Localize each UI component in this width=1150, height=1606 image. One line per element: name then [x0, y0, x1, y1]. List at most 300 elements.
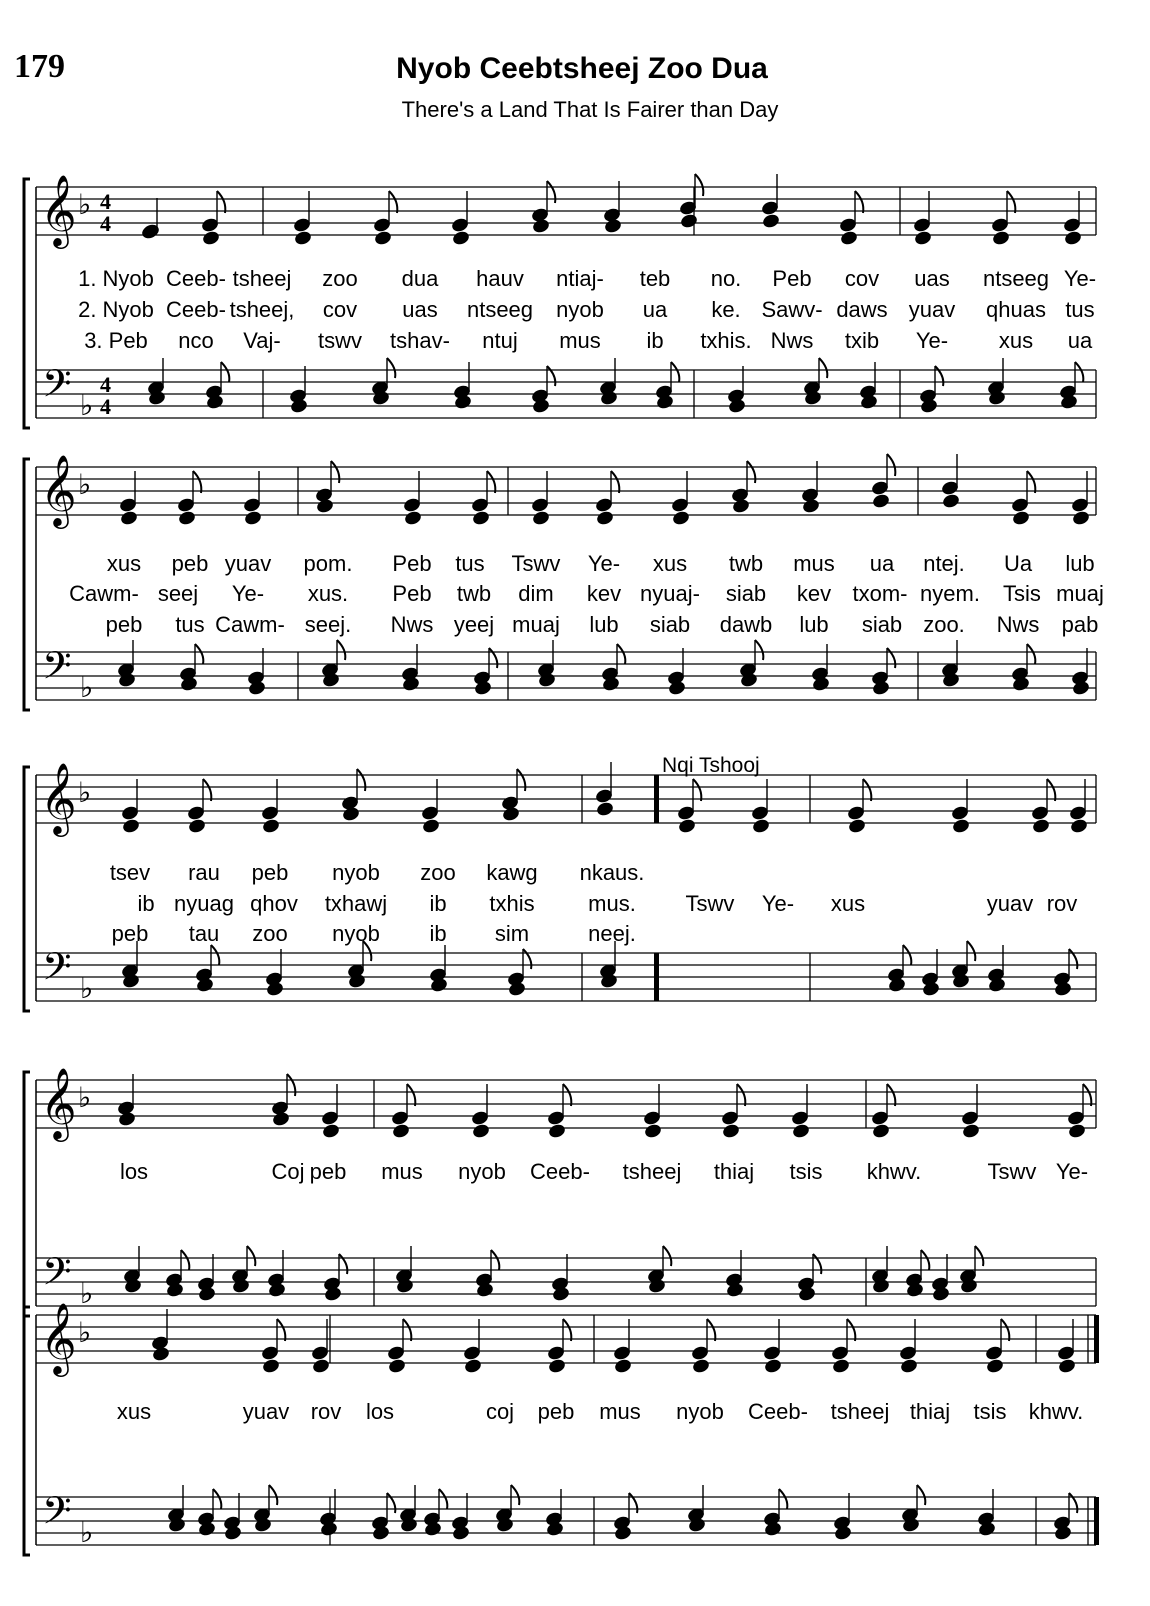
- lyric-syllable: kawg: [486, 860, 538, 885]
- lyric-syllable: 1. Nyob: [78, 266, 154, 291]
- lyric-syllable: tshav-: [390, 328, 450, 353]
- note-flag: [887, 454, 895, 476]
- note-head: [322, 1124, 339, 1139]
- lyric-syllable: ib: [429, 891, 447, 916]
- lyric-syllable: uas: [402, 297, 438, 322]
- lyric-syllable: nyob: [556, 297, 604, 322]
- note-head: [451, 218, 468, 233]
- lyric-syllable: zoo: [252, 921, 288, 946]
- lyric-syllable: Coj: [271, 1159, 305, 1184]
- note-head: [840, 231, 857, 246]
- note-head: [1069, 806, 1086, 821]
- lyric-syllable: peb: [309, 1159, 347, 1184]
- note-head: [403, 498, 420, 513]
- lyric-syllable: peb: [105, 612, 143, 637]
- lyric-syllable: txhis.: [700, 328, 752, 353]
- note-head: [1011, 498, 1028, 513]
- bass-flat-icon: ♭: [80, 1277, 94, 1310]
- note-flag: [357, 769, 365, 791]
- note-head: [751, 806, 768, 821]
- note-head: [1032, 819, 1049, 834]
- system-bracket: [24, 1072, 30, 1316]
- note-flag: [287, 1074, 295, 1096]
- note-head: [262, 819, 279, 834]
- lyric-syllable: twb: [728, 551, 764, 576]
- lyric-syllable: los: [365, 1399, 395, 1424]
- note-flag: [511, 1485, 519, 1505]
- lyric-syllable: Ye-: [1055, 1159, 1089, 1184]
- lyric-syllable: ntiaj-: [556, 266, 604, 291]
- note-head: [792, 1124, 809, 1139]
- time-signature-digit: 4: [100, 189, 111, 214]
- note-flag: [813, 1254, 821, 1274]
- note-head: [118, 1112, 135, 1127]
- note-flag: [847, 1319, 855, 1341]
- time-signature-digit: 4: [100, 394, 111, 419]
- lyric-syllable: Vaj-: [243, 328, 281, 353]
- note-head: [1064, 231, 1081, 246]
- lyric-syllable: txom-: [852, 581, 908, 606]
- note-head: [595, 498, 612, 513]
- note-head: [388, 1359, 405, 1374]
- lyric-syllable: twb: [456, 581, 492, 606]
- final-barline-thick: [1094, 1315, 1099, 1363]
- note-head: [1072, 511, 1089, 526]
- note-head: [464, 1359, 481, 1374]
- lyric-syllable: tsheej: [830, 1399, 890, 1424]
- lyric-syllable: ntseeg: [982, 266, 1050, 291]
- note-head: [373, 218, 390, 233]
- note-flag: [779, 1489, 787, 1509]
- note-flag: [663, 1246, 671, 1266]
- lyric-syllable: txhis: [489, 891, 535, 916]
- lyric-syllable: tsheej: [622, 1159, 682, 1184]
- treble-flat-icon: ♭: [78, 1316, 92, 1349]
- lyric-syllable: Ceeb-: [166, 297, 226, 322]
- note-flag: [1027, 471, 1035, 493]
- final-barline-thick: [1094, 1497, 1099, 1545]
- note-flag: [563, 1084, 571, 1106]
- lyric-syllable: nyuag: [174, 891, 234, 916]
- note-head: [992, 231, 1009, 246]
- lyric-syllable: peb: [537, 1399, 575, 1424]
- lyric-syllable: tus: [455, 551, 485, 576]
- note-head: [1058, 1359, 1075, 1374]
- note-head: [643, 1111, 660, 1126]
- note-flag: [491, 1250, 499, 1270]
- lyric-syllable: ntuj: [482, 328, 518, 353]
- time-signature-digit: 4: [100, 211, 111, 236]
- note-flag: [1007, 191, 1015, 213]
- note-head: [832, 1359, 849, 1374]
- lyric-syllable: mus.: [588, 891, 636, 916]
- lyric-syllable: ua: [642, 297, 668, 322]
- note-flag: [517, 769, 525, 791]
- lyric-syllable: ke.: [711, 297, 741, 322]
- lyric-syllable: muaj: [1056, 581, 1104, 606]
- refrain-barline: [654, 775, 659, 823]
- note-head: [261, 806, 278, 821]
- lyric-syllable: tus: [1065, 297, 1095, 322]
- note-head: [152, 1347, 169, 1362]
- lyric-syllable: lub: [1065, 551, 1095, 576]
- lyric-syllable: Ceeb-: [748, 1399, 808, 1424]
- note-head: [764, 1359, 781, 1374]
- lyric-syllable: Sawv-: [761, 297, 823, 322]
- lyric-syllable: tsis: [973, 1399, 1007, 1424]
- note-head: [201, 218, 218, 233]
- system-bracket: [24, 179, 30, 428]
- lyric-syllable: rov: [1046, 891, 1078, 916]
- lyric-syllable: Tswv: [987, 1159, 1037, 1184]
- lyric-syllable: khwv.: [866, 1159, 922, 1184]
- lyric-syllable: sim: [494, 921, 530, 946]
- bass-flat-icon: ♭: [80, 671, 94, 704]
- note-head: [872, 1124, 889, 1139]
- lyric-syllable: mus: [559, 328, 601, 353]
- lyric-syllable: txib: [844, 328, 880, 353]
- note-head: [991, 218, 1008, 233]
- note-head: [532, 511, 549, 526]
- note-head: [596, 511, 613, 526]
- bass-clef-icon: 𝄢: [42, 1488, 72, 1542]
- system-4: [24, 1066, 1096, 1316]
- lyric-syllable: qhuas: [986, 297, 1046, 322]
- note-head: [119, 498, 136, 513]
- bass-flat-icon: ♭: [80, 972, 94, 1005]
- lyric-syllable: ua: [869, 551, 895, 576]
- note-head: [391, 1111, 408, 1126]
- note-flag: [221, 362, 229, 382]
- note-head: [1067, 1111, 1084, 1126]
- note-flag: [975, 1246, 983, 1266]
- note-head: [848, 819, 865, 834]
- lyric-syllable: ib: [646, 328, 664, 353]
- note-flag: [863, 779, 871, 801]
- lyric-syllable: zoo: [420, 860, 456, 885]
- note-head: [721, 1111, 738, 1126]
- note-flag: [1083, 1084, 1091, 1106]
- lyric-syllable: yuav: [242, 1399, 290, 1424]
- note-head: [244, 511, 261, 526]
- note-head: [614, 1359, 631, 1374]
- note-flag: [563, 1319, 571, 1341]
- note-head: [1031, 806, 1048, 821]
- note-head: [531, 498, 548, 513]
- note-head: [604, 219, 621, 234]
- note-head: [644, 1124, 661, 1139]
- lyric-syllable: Ye-: [1063, 266, 1097, 291]
- note-flag: [523, 949, 531, 969]
- lyric-syllable: xus.: [307, 581, 349, 606]
- lyric-syllable: teb: [639, 266, 671, 291]
- lyric-syllable: peb: [111, 921, 149, 946]
- lyric-syllable: Tswv: [685, 891, 735, 916]
- note-head: [1057, 1346, 1074, 1361]
- note-head: [294, 231, 311, 246]
- note-flag: [277, 1319, 285, 1341]
- note-flag: [489, 648, 497, 668]
- note-head: [121, 806, 138, 821]
- note-flag: [213, 1489, 221, 1509]
- hymn-number: 179: [14, 48, 65, 85]
- lyric-syllable: Cawm-: [215, 612, 285, 637]
- lyric-syllable: Peb: [392, 581, 432, 606]
- note-head: [471, 1111, 488, 1126]
- note-head: [463, 1346, 480, 1361]
- lyric-syllable: yeej: [453, 612, 495, 637]
- treble-flat-icon: ♭: [78, 1081, 92, 1114]
- lyric-syllable: pom.: [303, 551, 353, 576]
- lyric-syllable: lub: [799, 612, 829, 637]
- note-flag: [547, 181, 555, 203]
- note-flag: [695, 174, 703, 196]
- note-head: [404, 511, 421, 526]
- note-head: [671, 498, 688, 513]
- lyric-syllable: Ye-: [915, 328, 949, 353]
- system-2: [24, 453, 1104, 710]
- note-head: [1068, 1124, 1085, 1139]
- lyric-syllable: xus: [652, 551, 688, 576]
- lyric-syllable: ua: [1067, 328, 1093, 353]
- note-flag: [331, 461, 339, 483]
- lyric-syllable: ib: [429, 921, 447, 946]
- refrain-barline: [654, 953, 659, 1001]
- lyric-syllable: khwv.: [1028, 1399, 1084, 1424]
- lyric-syllable: nyob: [458, 1159, 506, 1184]
- note-head: [831, 1346, 848, 1361]
- note-head: [548, 1359, 565, 1374]
- bass-flat-icon: ♭: [80, 389, 94, 422]
- note-flag: [887, 1084, 895, 1106]
- note-head: [951, 806, 968, 821]
- note-flag: [693, 779, 701, 801]
- note-head: [321, 1111, 338, 1126]
- note-head: [548, 1124, 565, 1139]
- lyric-syllable: mus: [381, 1159, 423, 1184]
- lyric-syllable: yuav: [224, 551, 272, 576]
- note-flag: [389, 191, 397, 213]
- note-head: [763, 1346, 780, 1361]
- lyric-syllable: tau: [188, 921, 220, 946]
- lyric-syllable: dawb: [719, 612, 773, 637]
- note-head: [472, 511, 489, 526]
- lyric-syllable: dim: [518, 581, 554, 606]
- note-head: [692, 1359, 709, 1374]
- treble-flat-icon: ♭: [78, 188, 92, 221]
- note-flag: [1027, 644, 1035, 664]
- note-head: [532, 219, 549, 234]
- lyric-syllable: nyob: [676, 1399, 724, 1424]
- note-head: [120, 511, 137, 526]
- note-flag: [707, 1319, 715, 1341]
- treble-clef-icon: 𝄞: [40, 173, 77, 246]
- lyric-syllable: seej: [157, 581, 199, 606]
- note-head: [311, 1346, 328, 1361]
- lyric-syllable: xus: [116, 1399, 152, 1424]
- note-head: [1071, 498, 1088, 513]
- note-head: [952, 819, 969, 834]
- lyric-syllable: cov: [322, 297, 358, 322]
- lyric-syllable: 3. Peb: [84, 328, 148, 353]
- lyric-syllable: pab: [1061, 612, 1099, 637]
- lyric-syllable: tswv: [318, 328, 362, 353]
- lyric-syllable: kev: [796, 581, 832, 606]
- note-head: [261, 1346, 278, 1361]
- lyric-syllable: tus: [175, 612, 205, 637]
- lyric-syllable: yuav: [908, 297, 956, 322]
- note-flag: [403, 1319, 411, 1341]
- note-head: [985, 1346, 1002, 1361]
- refrain-label: Nqi Tshooj: [662, 754, 760, 777]
- lyric-syllable: ntseeg: [466, 297, 534, 322]
- lyric-syllable: Ye-: [231, 581, 265, 606]
- note-head: [596, 802, 613, 817]
- system-bracket: [24, 767, 30, 1011]
- system-bracket: [24, 459, 30, 710]
- note-head: [374, 231, 391, 246]
- note-head: [613, 1346, 630, 1361]
- lyric-syllable: xus: [830, 891, 866, 916]
- lyric-syllable: tsheej,: [229, 297, 295, 322]
- lyric-syllable: lub: [589, 612, 619, 637]
- note-flag: [1075, 362, 1083, 382]
- lyric-syllable: zoo: [322, 266, 358, 291]
- lyric-syllable: Tsis: [1003, 581, 1041, 606]
- system-5: [24, 1301, 1099, 1555]
- note-head: [839, 218, 856, 233]
- lyric-syllable: tsheej: [232, 266, 292, 291]
- note-flag: [217, 191, 225, 213]
- note-head: [722, 1124, 739, 1139]
- lyric-syllable: nyuaj-: [640, 581, 700, 606]
- note-head: [761, 201, 778, 216]
- note-head: [188, 819, 205, 834]
- treble-clef-icon: 𝄞: [40, 1301, 77, 1374]
- note-head: [316, 499, 333, 514]
- note-flag: [921, 1250, 929, 1270]
- note-flag: [855, 191, 863, 213]
- note-head: [502, 807, 519, 822]
- lyric-syllable: nyob: [332, 860, 380, 885]
- note-flag: [935, 366, 943, 386]
- lyric-syllable: los: [119, 1159, 149, 1184]
- lyric-syllable: kev: [586, 581, 622, 606]
- treble-clef-icon: 𝄞: [40, 1066, 77, 1139]
- lyric-syllable: Ceeb-: [166, 266, 226, 291]
- lyric-syllable: ntej.: [923, 551, 965, 576]
- note-head: [272, 1112, 289, 1127]
- lyric-syllable: Nws: [996, 612, 1040, 637]
- note-head: [293, 218, 310, 233]
- bass-clef-icon: 𝄢: [42, 944, 72, 998]
- bass-clef-icon: 𝄢: [42, 1249, 72, 1303]
- lyric-syllable: mus: [599, 1399, 641, 1424]
- note-flag: [1069, 949, 1077, 969]
- system-bracket: [24, 1307, 30, 1555]
- note-flag: [819, 358, 827, 378]
- note-flag: [1001, 1319, 1009, 1341]
- note-head: [312, 1359, 329, 1374]
- note-head: [986, 1359, 1003, 1374]
- note-head: [871, 1111, 888, 1126]
- note-head: [942, 494, 959, 509]
- note-flag: [967, 941, 975, 961]
- note-flag: [193, 471, 201, 493]
- bass-flat-icon: ♭: [80, 1516, 94, 1549]
- lyric-syllable: thiaj: [713, 1159, 755, 1184]
- lyric-syllable: nyem.: [920, 581, 980, 606]
- note-head: [847, 806, 864, 821]
- lyric-syllable: peb: [251, 860, 289, 885]
- lyric-syllable: nyob: [332, 921, 380, 946]
- lyric-syllable: Nws: [770, 328, 814, 353]
- lyric-syllable: seej.: [304, 612, 352, 637]
- note-head: [392, 1124, 409, 1139]
- note-head: [678, 819, 695, 834]
- note-head: [872, 494, 889, 509]
- lyric-syllable: xus: [106, 551, 142, 576]
- note-flag: [611, 471, 619, 493]
- note-flag: [671, 362, 679, 382]
- time-signature-digit: 4: [100, 372, 111, 397]
- treble-flat-icon: ♭: [78, 776, 92, 809]
- treble-flat-icon: ♭: [78, 468, 92, 501]
- note-head: [547, 1111, 564, 1126]
- lyric-syllable: no.: [710, 266, 742, 291]
- note-head: [122, 819, 139, 834]
- note-head: [680, 214, 697, 229]
- note-flag: [337, 640, 345, 660]
- note-head: [691, 1346, 708, 1361]
- note-flag: [487, 471, 495, 493]
- note-head: [899, 1346, 916, 1361]
- note-head: [672, 511, 689, 526]
- note-head: [452, 231, 469, 246]
- lyric-syllable: ib: [137, 891, 155, 916]
- lyric-syllable: tsis: [789, 1159, 823, 1184]
- note-flag: [755, 640, 763, 660]
- lyric-syllable: Tswv: [511, 551, 561, 576]
- lyric-syllable: Peb: [392, 551, 432, 576]
- note-head: [387, 1346, 404, 1361]
- note-flag: [887, 648, 895, 668]
- note-flag: [1069, 1493, 1077, 1513]
- lyric-syllable: thiaj: [909, 1399, 951, 1424]
- lyric-syllable: 2. Nyob: [78, 297, 154, 322]
- note-flag: [1047, 779, 1055, 801]
- note-head: [243, 498, 260, 513]
- note-flag: [747, 461, 755, 483]
- note-head: [802, 499, 819, 514]
- lyric-syllable: xus: [998, 328, 1034, 353]
- note-head: [871, 481, 888, 496]
- note-head: [677, 806, 694, 821]
- lyric-syllable: uas: [914, 266, 950, 291]
- hymn-title: Nyob Ceebtsheej Zoo Dua: [396, 52, 768, 85]
- note-head: [762, 214, 779, 229]
- note-flag: [737, 1084, 745, 1106]
- note-flag: [387, 358, 395, 378]
- bass-clef-icon: 𝄢: [42, 643, 72, 697]
- lyric-syllable: daws: [836, 297, 888, 322]
- lyric-syllable: Peb: [772, 266, 812, 291]
- lyric-syllable: Cawm-: [69, 581, 139, 606]
- note-flag: [917, 1485, 925, 1505]
- note-flag: [387, 1493, 395, 1513]
- lyric-syllable: coj: [485, 1399, 515, 1424]
- note-flag: [269, 1485, 277, 1505]
